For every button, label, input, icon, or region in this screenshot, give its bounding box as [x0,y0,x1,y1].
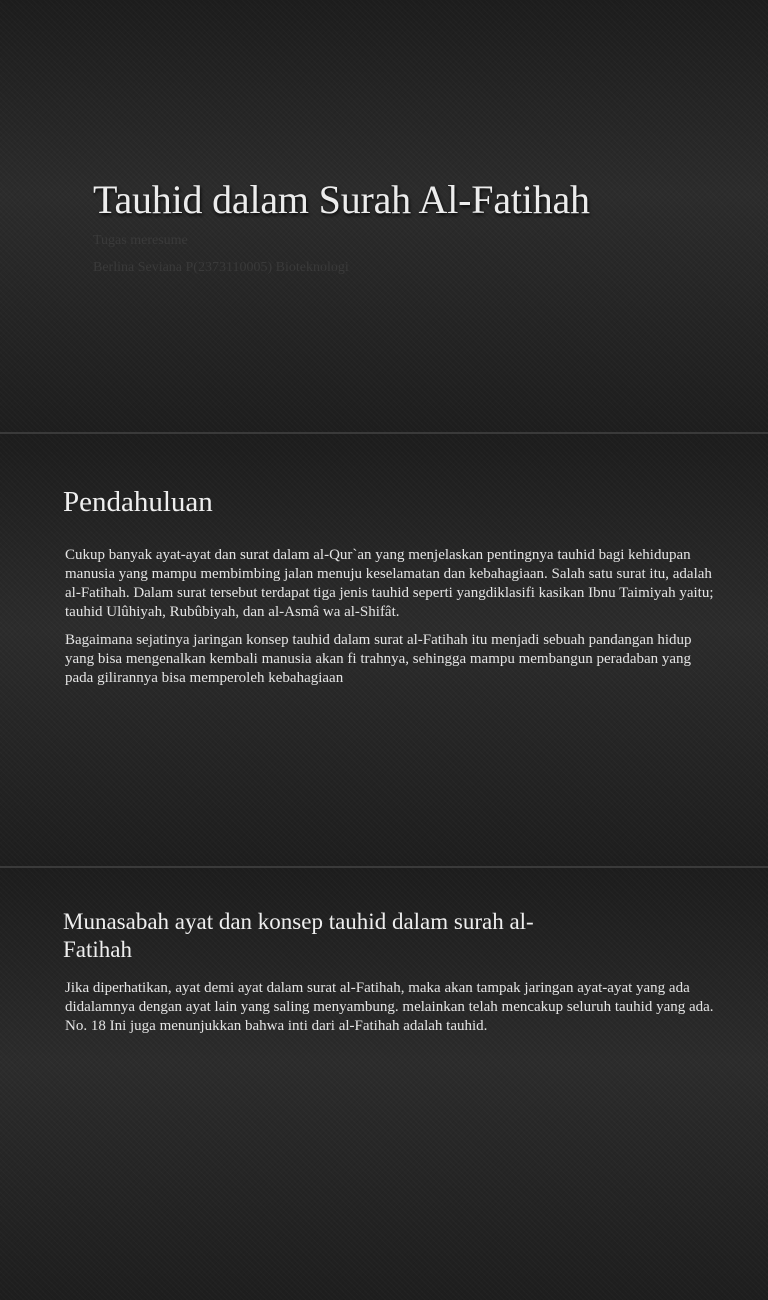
slide-paragraph: Cukup banyak ayat-ayat dan surat dalam al-Qur`an yang menjelaskan pentingnya tauhid bagi kehidupan manusia yang mampu membimbing jalan menuju keselamatan dan kebahagiaan. Salah satu surat itu, adalah al-Fatihah. Dalam surat tersebut terdapat tiga jenis tauhid seperti yangdiklasifi kasikan Ibnu Taimiyah yaitu; tauhid Ulûhiyah, Rubûbiyah, dan al-Asmâ wa al-Shifât. [65,547,714,620]
title-slide[interactable] [0,0,768,432]
slide-paragraph: Bagaimana sejatinya jaringan konsep tauhid dalam surat al-Fatihah itu menjadi sebuah pandangan hidup yang bisa mengenalkan kembali manusia akan fi trahnya, sehingga mampu membangun peradaban yang pada gilirannya bisa memperoleh kebahagiaan [65,632,692,686]
slide-title: Tauhid dalam Surah Al-Fatihah [93,177,590,222]
munasabah-slide[interactable] [0,868,768,1300]
slide-subtitle-task: Tugas meresume [93,233,188,248]
introduction-slide[interactable] [0,434,768,866]
slide-heading: Munasabah ayat dan konsep tauhid dalam surah al-Fatihah [63,909,534,962]
slide-subtitle-author: Berlina Seviana P(2373110005) Bioteknologi [93,260,349,275]
slide-paragraph: Jika diperhatikan, ayat demi ayat dalam surat al-Fatihah, maka akan tampak jaringan ayat-ayat yang ada didalamnya dengan ayat lain yang saling menyambung. melainkan telah mencakup seluruh tauhid yang ada. No. 18 Ini juga menunjukkan bahwa inti dari al-Fatihah adalah tauhid. [65,980,714,1034]
slide-heading: Pendahuluan [63,486,213,518]
